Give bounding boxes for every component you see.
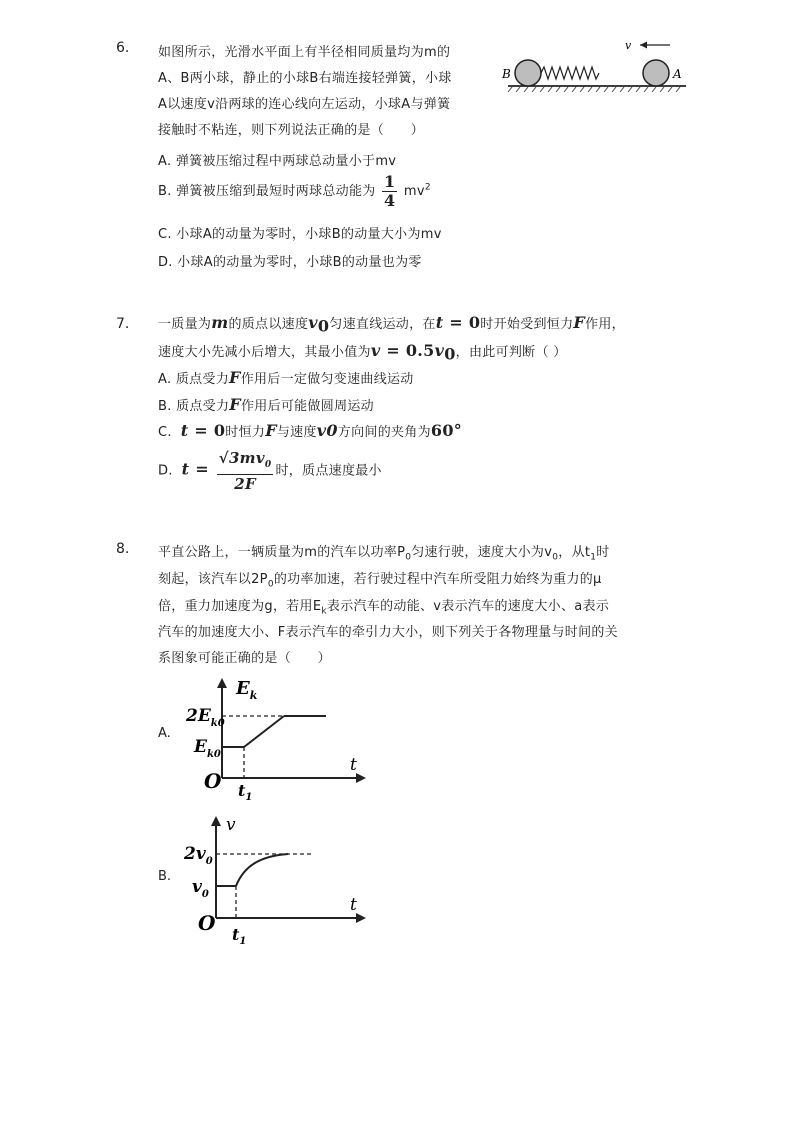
- q7-option-a[interactable]: A. 质点受力F作用后一定做匀变速曲线运动: [158, 368, 414, 387]
- axis-label-t: t: [350, 895, 357, 915]
- q8-line-1: 平直公路上，一辆质量为m的汽车以功率$P_0$匀速行驶，速度大小为$v_0$，从$t_1$时: [158, 545, 610, 563]
- q8-line-3: 倍，重力加速度为g，若用$E_k$表示汽车的动能、v表示汽车的速度大小、a表示: [158, 599, 610, 617]
- fraction-one-quarter: $\frac{1}{4}$: [384, 172, 396, 210]
- tick-label-t1: $t_1$: [232, 925, 247, 947]
- q8-option-a-label[interactable]: A.: [158, 726, 171, 741]
- tick-label-ek0: $E_{k0}$: [194, 737, 221, 760]
- tick-label-t1: $t_1$: [238, 781, 253, 803]
- q8-line-4: 汽车的加速度大小、F表示汽车的牵引力大小，则下列关于各物理量与时间的关: [158, 625, 618, 640]
- question-number: 7.: [116, 316, 130, 332]
- q7-option-c[interactable]: C. t = 0时恒力F与速度v0方向间的夹角为60°: [158, 421, 463, 440]
- axis-label-v: v: [226, 815, 236, 835]
- tick-label-2v0: $2v_0$: [184, 844, 213, 867]
- q7-line-2: 速度大小先减小后增大，其最小值为$v = 0.5v_0$，由此可判断（ ）: [158, 341, 567, 364]
- q6-option-b[interactable]: B. 弹簧被压缩到最短时两球总动能为 $\frac{1}{4}$ $mv^2$: [158, 172, 431, 210]
- fraction-time: $\frac{√3mv_0}{2F}$: [218, 449, 272, 493]
- graph-b-velocity: [184, 810, 378, 950]
- question-number: 8.: [116, 541, 130, 557]
- origin-label: O: [204, 769, 222, 793]
- q6-option-a[interactable]: A. 弹簧被压缩过程中两球总动量小于mv: [158, 154, 397, 169]
- option-text: B. 弹簧被压缩到最短时两球总动能为: [158, 184, 376, 199]
- q6-line-1: 如图所示，光滑水平面上有半径相同质量均为m的: [158, 45, 451, 60]
- label-b: B: [502, 67, 511, 81]
- q6-line-2: A、B两小球，静止的小球B右端连接轻弹簧，小球: [158, 71, 452, 86]
- q6-option-d[interactable]: D. 小球A的动量为零时，小球B的动量也为零: [158, 255, 422, 270]
- q8-line-2: 刻起，该汽车以$2P_0$的功率加速，若行驶过程中汽车所受阻力始终为重力的μ: [158, 572, 602, 590]
- ball-a: [643, 60, 669, 86]
- axis-label-ek: $E_k$: [236, 678, 258, 702]
- q7-option-b[interactable]: B. 质点受力F作用后可能做圆周运动: [158, 395, 374, 414]
- spring-balls-figure: [498, 36, 690, 98]
- q8-option-b-label[interactable]: B.: [158, 869, 172, 884]
- label-a: A: [673, 67, 682, 81]
- tick-label-2ek0: $2E_{k0}$: [186, 706, 225, 729]
- origin-label: O: [198, 911, 216, 935]
- q6-line-4: 接触时不粘连，则下列说法正确的是（ ）: [158, 123, 425, 138]
- label-v: v: [625, 39, 632, 52]
- graph-a-kinetic-energy: [188, 674, 378, 802]
- q7-line-1: 一质量为m的质点以速度$v_0$匀速直线运动，在t = 0时开始受到恒力F作用，: [158, 313, 625, 336]
- ball-b: [515, 60, 541, 86]
- tick-label-v0: $v_0$: [192, 877, 209, 900]
- q6-option-c[interactable]: C. 小球A的动量为零时，小球B的动量大小为mv: [158, 227, 442, 242]
- q7-option-d[interactable]: D. t = $\frac{√3mv_0}{2F}$ 时，质点速度最小: [158, 449, 382, 493]
- spring: [541, 67, 599, 79]
- q8-line-5: 系图象可能正确的是（ ）: [158, 651, 331, 666]
- question-number: 6.: [116, 40, 130, 56]
- q6-line-3: A以速度v沿两球的连心线向左运动，小球A与弹簧: [158, 97, 451, 112]
- axis-label-t: t: [350, 755, 357, 775]
